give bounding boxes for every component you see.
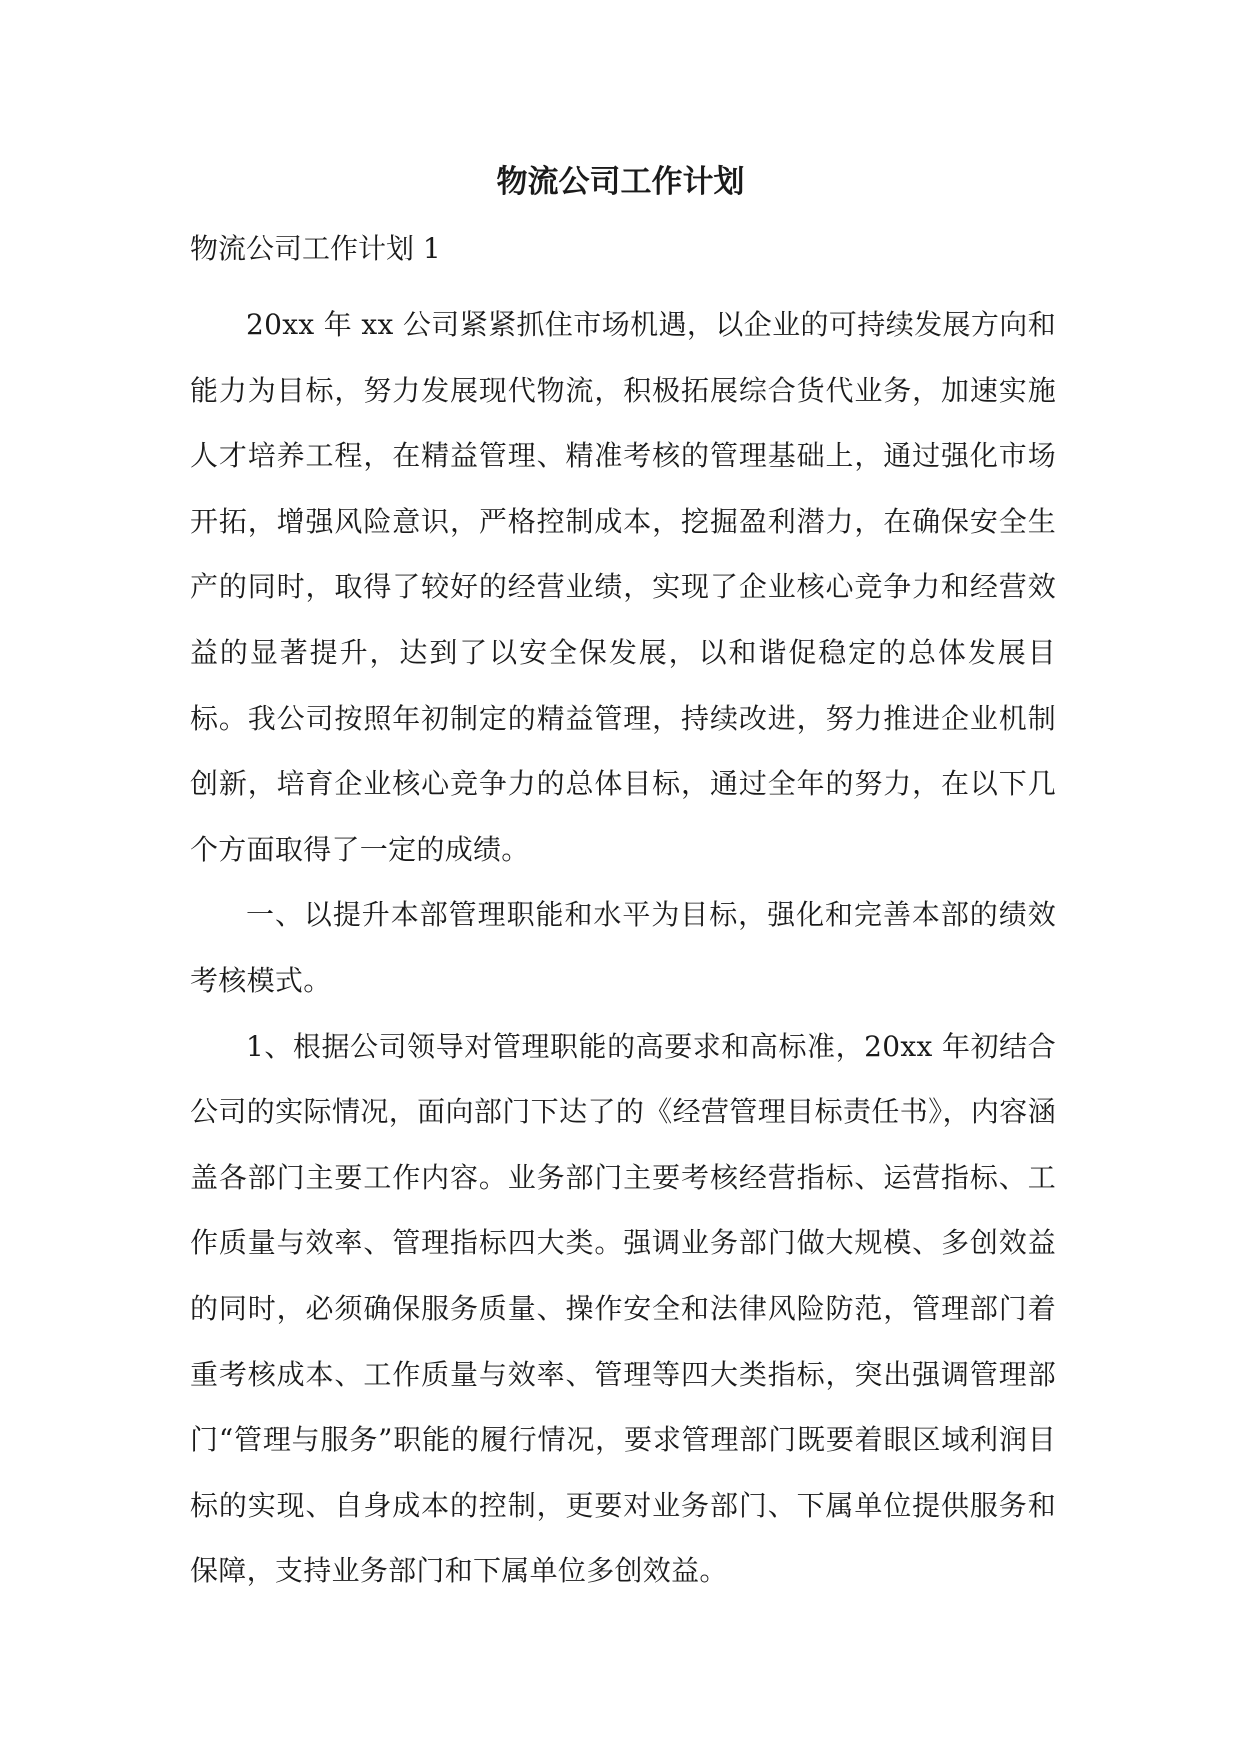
document-subtitle: 物流公司工作计划 1 xyxy=(190,232,441,265)
paragraph-section-heading: 一、以提升本部管理职能和水平为目标，强化和完善本部的绩效考核模式。 xyxy=(190,898,1056,997)
paragraph-intro: 20xx 年 xx 公司紧紧抓住市场机遇，以企业的可持续发展方向和能力为目标，努力发展现代物流，积极拓展综合货代业务，加速实施人才培养工程，在精益管理、精准考核的管理基础上，通过强化市场开拓，增强风险意识，严格控制成本，挖掘盈利潜力，在确保安全生产的同时，取得了较好的经营业绩，实现了企业核心竞争力和经营效益的显著提升，达到了以安全保发展，以和谐促稳定的总体发展目标。我公司按照年初制定的精益管理，持续改进，努力推进企业机制创新，培育企业核心竞争力的总体目标，通过全年的努力，在以下几个方面取得了一定的成绩。 xyxy=(190,308,1056,866)
paragraph-item-1: 1、根据公司领导对管理职能的高要求和高标准，20xx 年初结合公司的实际情况，面向部门下达了的《经营管理目标责任书》，内容涵盖各部门主要工作内容。业务部门主要考核经营指标、运营指标、工作质量与效率、管理指标四大类。强调业务部门做大规模、多创效益的同时，必须确保服务质量、操作安全和法律风险防范，管理部门着重考核成本、工作质量与效率、管理等四大类指标，突出强调管理部门“管理与服务”职能的履行情况，要求管理部门既要着眼区域利润目标的实现、自身成本的控制，更要对业务部门、下属单位提供服务和保障，支持业务部门和下属单位多创效益。 xyxy=(190,1029,1056,1588)
document-title: 物流公司工作计划 xyxy=(496,164,745,200)
document-body xyxy=(190,292,1056,1604)
